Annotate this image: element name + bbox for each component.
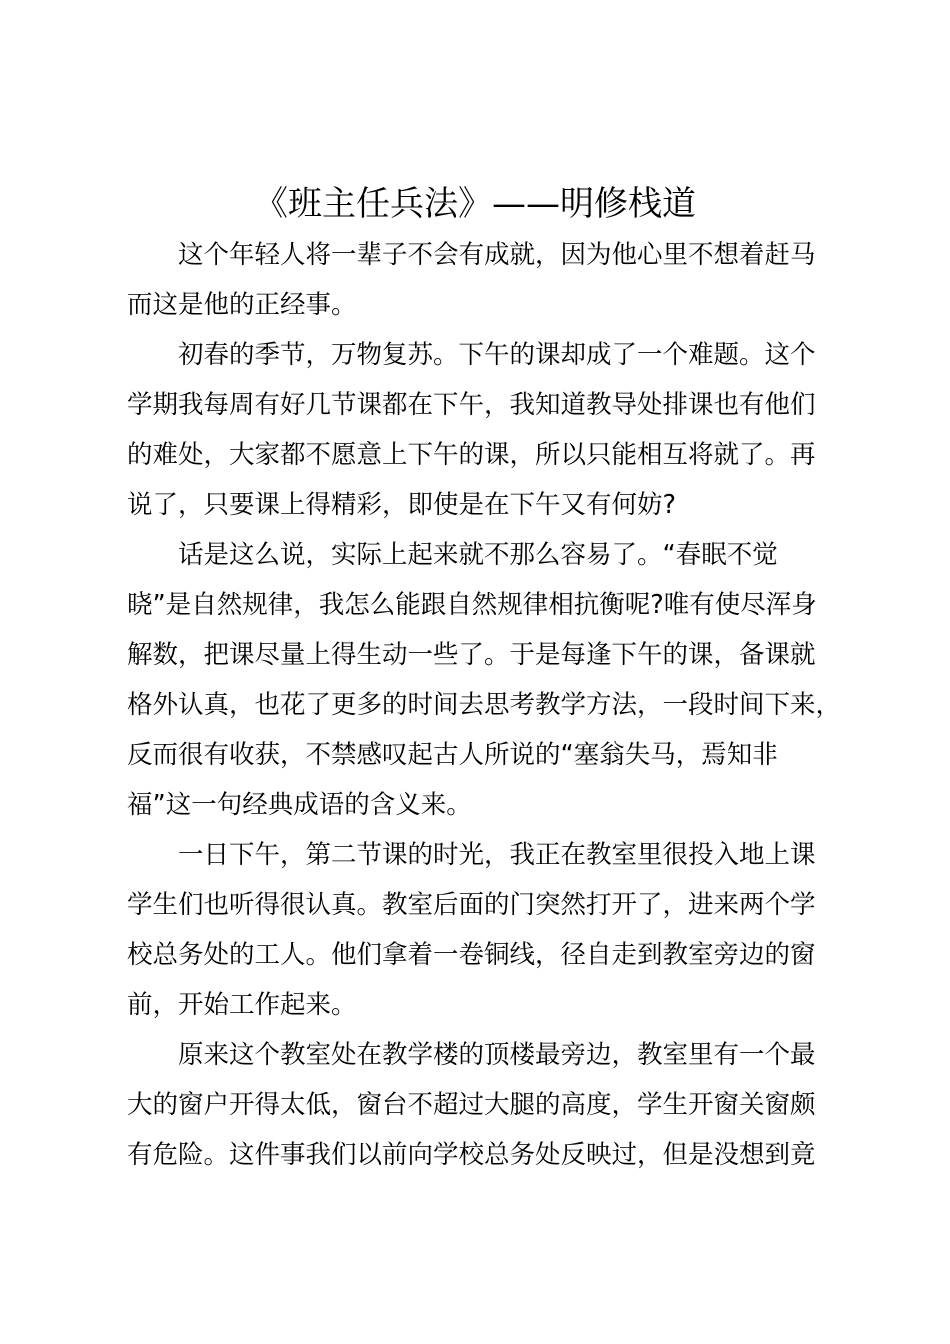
paragraph-line: 福”这一句经典成语的含义来。 [127,790,472,820]
paragraph-line: 话是这么说，实际上起来就不那么容易了。“春眠不觉 [178,540,778,570]
paragraph-line: 前，开始工作起来。 [127,990,357,1020]
paragraph-line: 有危险。这件事我们以前向学校总务处反映过，但是没想到竟 [127,1140,816,1170]
paragraph-line: 解数，把课尽量上得生动一些了。于是每逢下午的课，备课就 [127,640,816,670]
paragraph-line: 学生们也听得很认真。教室后面的门突然打开了，进来两个学 [127,890,816,920]
paragraph-line: 而这是他的正经事。 [127,290,357,320]
paragraph-line: 说了，只要课上得精彩，即使是在下午又有何妨? [127,490,677,520]
paragraph-line: 初春的季节，万物复苏。下午的课却成了一个难题。这个 [178,340,816,370]
paragraph-line: 学期我每周有好几节课都在下午，我知道教导处排课也有他们 [127,390,816,420]
paragraph-line: 校总务处的工人。他们拿着一卷铜线，径自走到教室旁边的窗 [127,940,816,970]
paragraph-line: 原来这个教室处在教学楼的顶楼最旁边，教室里有一个最 [178,1040,816,1070]
paragraph-line: 晓”是自然规律，我怎么能跟自然规律相抗衡呢?唯有使尽浑身 [127,590,817,620]
paragraph-line: 大的窗户开得太低，窗台不超过大腿的高度，学生开窗关窗颇 [127,1090,816,1120]
paragraph-line: 的难处，大家都不愿意上下午的课，所以只能相互将就了。再 [127,440,816,470]
paragraph-line: 这个年轻人将一辈子不会有成就，因为他心里不想着赶马 [178,240,816,270]
paragraph-line: 一日下午，第二节课的时光，我正在教室里很投入地上课 [178,840,816,870]
paragraph-line: 格外认真，也花了更多的时间去思考教学方法，一段时间下来， [127,690,842,720]
paragraph-line: 反而很有收获，不禁感叹起古人所说的“塞翁失马，焉知非 [127,740,778,770]
page-title: 《班主任兵法》——明修栈道 [254,184,696,224]
